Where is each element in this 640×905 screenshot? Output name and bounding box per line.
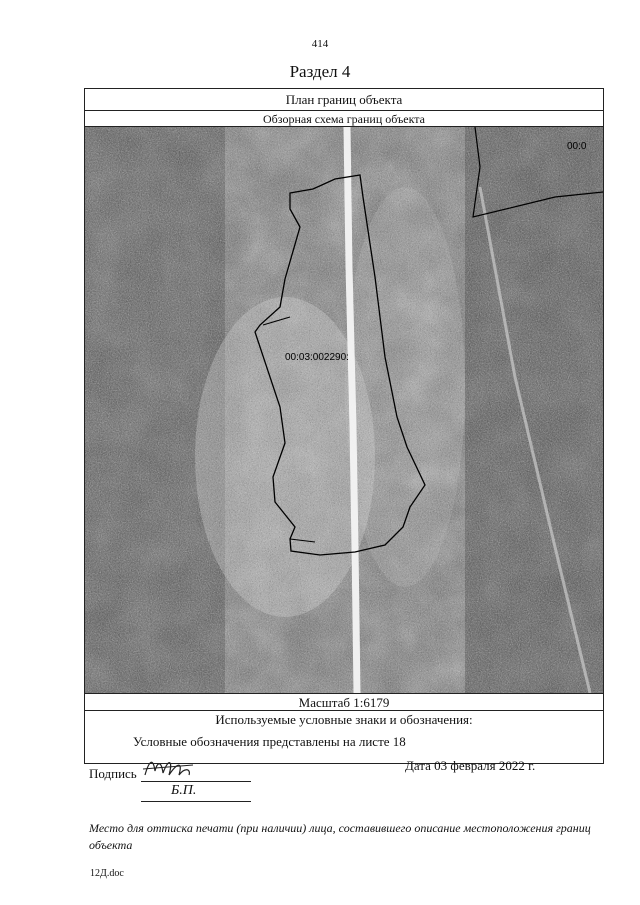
signature-line [141,781,251,782]
stamp-note: Место для оттиска печати (при наличии) лица, составившего описание местоположения границ объекта [89,821,591,852]
signature-label: Подпись [89,766,137,781]
plan-title: План границ объекта [85,89,603,111]
plan-frame [84,88,604,852]
date-text: Дата 03 февраля 2022 г. [405,758,536,773]
signature-initials: Б.П. [171,783,197,798]
legend-title: Используемые условные знаки и обозначения: [215,712,473,727]
section-title: Раздел 4 [289,62,351,81]
signature-decoding-line [141,801,251,802]
satellite-image [85,127,603,693]
handwritten-signature [139,753,199,783]
cadastral-label: 00:03:002290: [285,352,349,363]
scale-text: Масштаб 1:6179 [85,693,603,711]
overview-map [85,127,603,693]
page-number: 414 [311,38,329,50]
legend-note: Условные обозначения представлены на листе 18 [133,734,406,749]
edge-cadastral-label: 00:0 [567,141,587,152]
overview-title: Обзорная схема границ объекта [85,111,603,127]
footer-filename: 12Д.doc [90,868,124,879]
